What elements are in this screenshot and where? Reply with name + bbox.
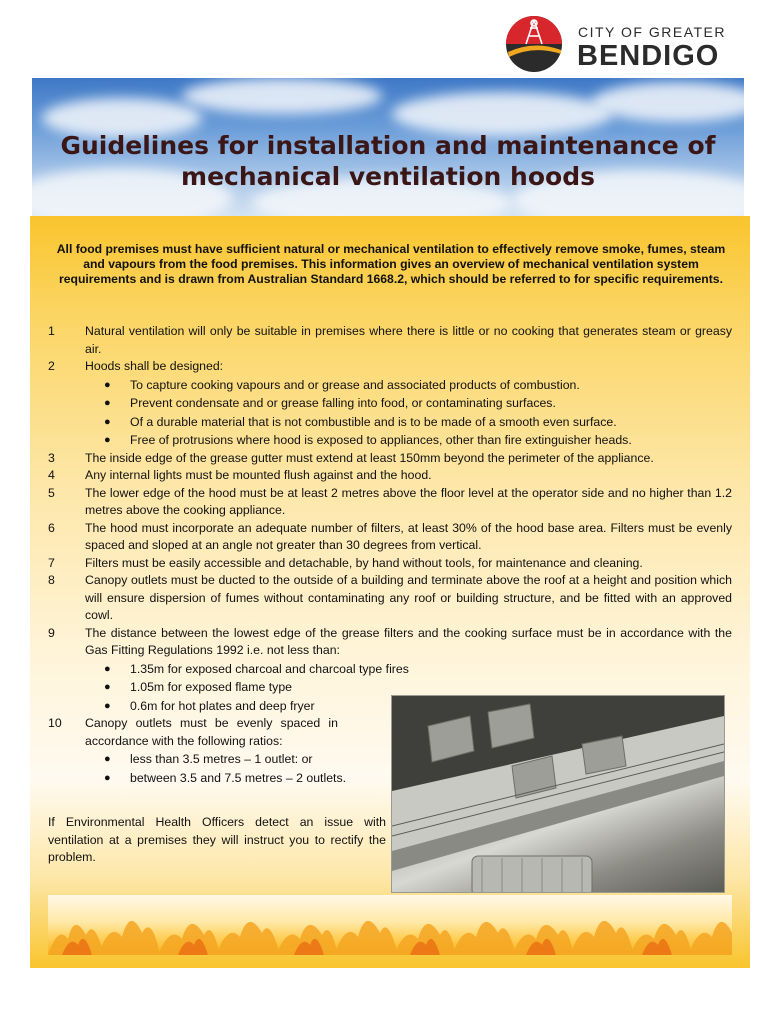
list-item-number: 2 — [48, 359, 55, 373]
sub-bullet-text: less than 3.5 metres – 1 outlet: or — [130, 752, 313, 766]
city-of-greater-bendigo-logo — [504, 14, 744, 70]
list-item-number: 5 — [48, 485, 55, 500]
bullet-icon: ● — [104, 378, 111, 391]
sub-bullet — [48, 377, 732, 395]
closing-paragraph: If Environmental Health Officers detect an issue with ventilation at a premises they will instruct you to rectify the problem. — [48, 815, 386, 864]
list-item-9 — [48, 625, 732, 660]
list-item-text: Any internal lights must be mounted flush against and the hood. — [85, 468, 432, 482]
sub-bullet-text: Prevent condensate and or grease falling into food, or contaminating surfaces. — [130, 396, 556, 410]
page-title-line-2: mechanical ventilation hoods — [181, 162, 595, 191]
list-item-text: Canopy outlets must be evenly spaced in accordance with the following ratios: — [85, 716, 338, 748]
bullet-icon: ● — [104, 753, 111, 765]
flames-icon — [48, 895, 732, 955]
sub-bullet — [48, 661, 430, 679]
list-item-number: 3 — [48, 450, 55, 465]
list-item-text: Filters must be easily accessible and detachable, by hand without tools, for maintenance and cleaning. — [85, 555, 643, 570]
list-item-number: 6 — [48, 520, 55, 535]
list-item-3 — [48, 450, 732, 468]
sub-bullet — [48, 679, 430, 697]
sky-banner — [32, 78, 744, 218]
page-title-line-1: Guidelines for installation and maintenance of — [60, 131, 716, 160]
bullet-icon: ● — [104, 771, 111, 784]
list-item-6 — [48, 520, 732, 555]
intro-paragraph: All food premises must have sufficient natural or mechanical ventilation to effectively remove smoke, fumes, steam and vapours from the food premises. This information gives an overview of mechanical ventilation system requirements and is drawn from Australian Standard 1668.2, which should be referred to for specific requirements. — [56, 242, 726, 287]
list-item-number: 8 — [48, 573, 55, 587]
list-item-8 — [48, 572, 732, 625]
list-item-number: 7 — [48, 555, 55, 570]
list-item-number: 4 — [48, 468, 55, 482]
flames-decoration — [48, 895, 732, 955]
page-title — [32, 130, 744, 192]
list-item-1 — [48, 323, 732, 358]
sub-bullet-text: Free of protrusions where hood is exposed to appliances, other than fire extinguisher heads. — [130, 433, 632, 447]
list-item-text: The lower edge of the hood must be at least 2 metres above the floor level at the operator side and no higher than 1.2 metres above the cooking appliance. — [85, 485, 732, 517]
list-item-number: 9 — [48, 625, 55, 640]
list-item-text: Natural ventilation will only be suitable in premises where there is little or no cooking that generates steam or greasy air. — [85, 324, 732, 356]
list-item-text: The hood must incorporate an adequate number of filters, at least 30% of the hood base area. Filters must be evenly spaced and sloped at an angle not greater than 30 degrees from vertical. — [85, 520, 732, 552]
sub-bullet-text: 0.6m for hot plates and deep fryer — [130, 698, 315, 713]
sub-bullet — [48, 432, 732, 450]
bullet-icon: ● — [104, 681, 111, 693]
list-item-number: 10 — [48, 716, 62, 730]
list-item-4 — [48, 467, 732, 485]
sub-bullet-text: 1.35m for exposed charcoal and charcoal type fires — [130, 661, 409, 676]
bendigo-poppet-head-emblem-icon — [504, 14, 564, 74]
sub-bullet-text: To capture cooking vapours and or grease and associated products of combustion. — [130, 377, 580, 392]
list-item-text: Canopy outlets must be ducted to the outside of a building and terminate above the roof at a height and position which will ensure dispersion of fumes without contaminating any roof or building structure, and be fitted with an approved cowl. — [85, 573, 732, 622]
logo-text-bendigo: BENDIGO — [577, 40, 720, 72]
sub-bullet — [48, 698, 430, 716]
sub-bullet — [48, 414, 732, 432]
ventilation-hood-illustration — [392, 696, 724, 892]
ventilation-hood-photo — [391, 695, 725, 893]
list-item-text: The distance between the lowest edge of the grease filters and the cooking surface must be in accordance with the Gas Fitting Regulations 1992 i.e. not less than: — [85, 625, 732, 657]
sub-bullet — [48, 770, 430, 788]
list-item-5 — [48, 485, 732, 520]
sub-bullet-text: 1.05m for exposed flame type — [130, 680, 292, 694]
sub-bullet-text: between 3.5 and 7.5 metres – 2 outlets. — [130, 770, 347, 785]
bullet-icon: ● — [104, 662, 111, 675]
list-item-2 — [48, 358, 732, 376]
list-item-text: Hoods shall be designed: — [85, 359, 224, 373]
sub-bullet — [48, 395, 732, 413]
list-item-7 — [48, 555, 732, 573]
bullet-icon: ● — [104, 434, 111, 446]
list-item-text: The inside edge of the grease gutter must extend at least 150mm beyond the perimeter of the appliance. — [85, 450, 654, 465]
list-item-number: 1 — [48, 324, 55, 338]
bullet-icon: ● — [104, 699, 111, 712]
sub-bullet-text: Of a durable material that is not combustible and is to be made of a smooth even surface. — [130, 414, 617, 429]
logo-text-city-of-greater: CITY OF GREATER — [578, 24, 726, 40]
bullet-icon: ● — [104, 415, 111, 428]
list-item-10 — [48, 715, 338, 750]
bullet-icon: ● — [104, 397, 111, 409]
sub-bullet — [48, 751, 430, 769]
